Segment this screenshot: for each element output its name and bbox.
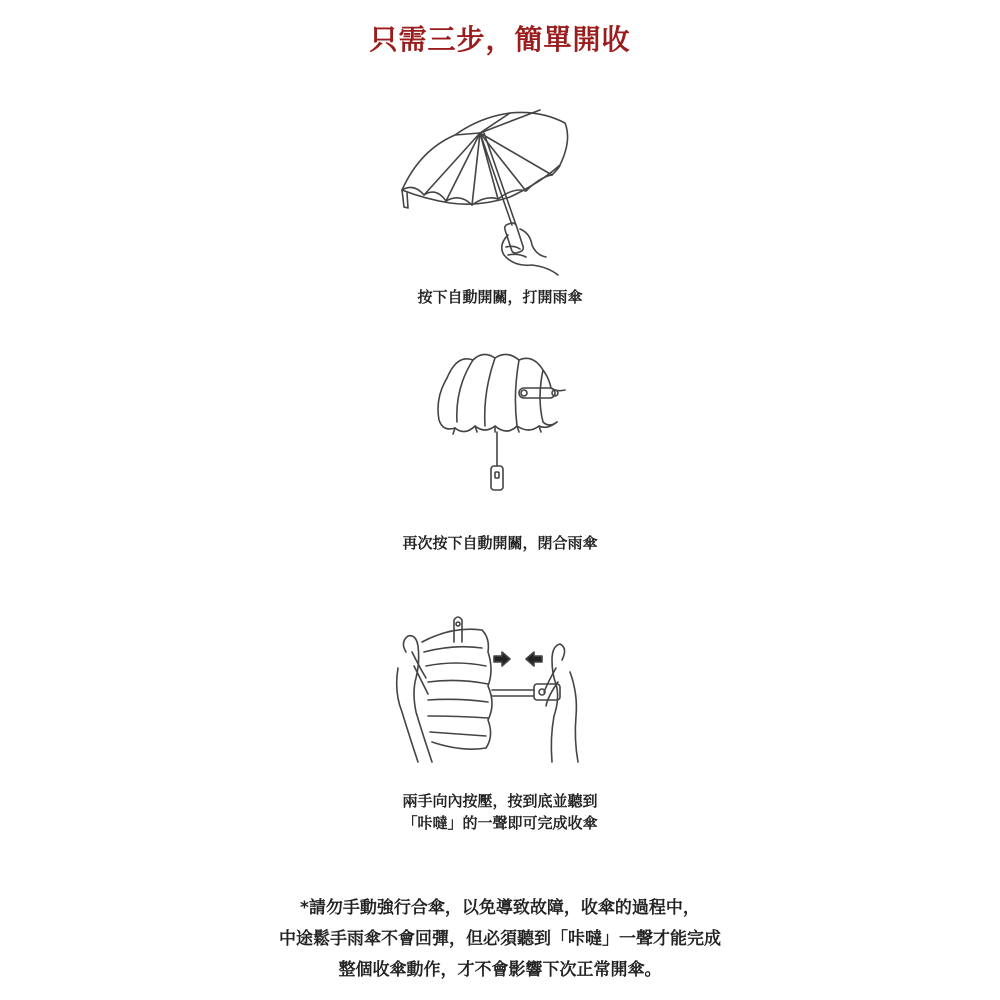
- step1-caption: 按下自動開關，打開雨傘: [417, 288, 583, 306]
- step3-caption-line1: 兩手向內按壓，按到底並聽到: [402, 792, 598, 810]
- note-line-3: 整個收傘動作，才不會影響下次正常開傘。: [338, 960, 662, 980]
- open-umbrella-hand-icon: [380, 95, 580, 280]
- step3-caption-line2: 「咔噠」的一聲即可完成收傘: [402, 814, 598, 832]
- step2-illustration: [425, 348, 575, 498]
- step3-illustration: [392, 612, 592, 770]
- step3-caption: [0, 790, 1000, 834]
- step2-caption: 再次按下自動開關，閉合雨傘: [402, 534, 598, 552]
- page-title: 只需三步，簡單開收: [369, 23, 631, 56]
- note-line-1: *請勿手動強行合傘，以免導致故障，收傘的過程中，: [300, 898, 700, 918]
- warning-note: [0, 893, 1000, 986]
- closing-umbrella-icon: [425, 348, 575, 498]
- hands-pressing-umbrella-icon: [392, 612, 592, 770]
- step1-illustration: [380, 95, 580, 280]
- note-line-2: 中途鬆手雨傘不會回彈，但必須聽到「咔噠」一聲才能完成: [279, 929, 721, 949]
